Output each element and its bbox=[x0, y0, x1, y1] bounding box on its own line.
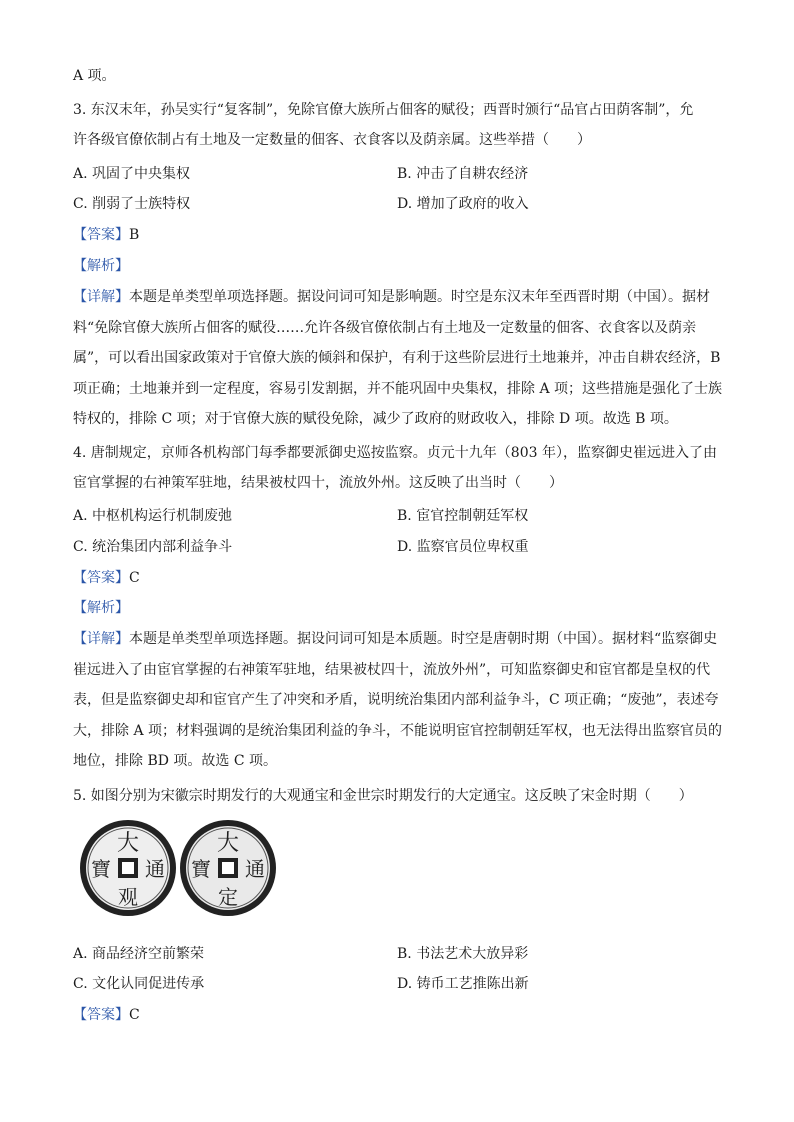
question-stem-line: 许各级官僚依制占有土地及一定数量的佃客、衣食客以及荫亲属。这些举措（ ） bbox=[73, 132, 591, 148]
coin-char-top: 大 bbox=[216, 831, 240, 856]
coin-char-left: 寶 bbox=[191, 857, 211, 881]
answer-line bbox=[73, 568, 140, 588]
option-a: A. 商品经济空前繁荣 bbox=[73, 946, 205, 962]
option-b: B. 书法艺术大放异彩 bbox=[397, 946, 529, 962]
option-a: A. 中枢机构运行机制废弛 bbox=[73, 508, 233, 524]
analysis-tag: 【解析】 bbox=[73, 600, 129, 616]
question-stem-line: 3. 东汉末年，孙吴实行“复客制”，免除官僚大族所占佃客的赋役；西晋时颁行“品官占田荫客制”，允 bbox=[73, 102, 694, 118]
analysis-tag: 【解析】 bbox=[73, 258, 129, 274]
question-stem-line: 5. 如图分别为宋徽宗时期发行的大观通宝和金世宗时期发行的大定通宝。这反映了宋金时期（ ） bbox=[73, 788, 693, 804]
detail-tag: 【详解】 bbox=[73, 289, 129, 305]
answer-tag: 【答案】 bbox=[73, 570, 129, 586]
option-d: D. 增加了政府的收入 bbox=[397, 196, 529, 212]
previous-answer-fragment: A 项。 bbox=[73, 68, 116, 84]
explanation-line: 属”，可以看出国家政策对于官僚大族的倾斜和保护，有利于这些阶层进行土地兼并，冲击自耕农经济，B bbox=[73, 350, 721, 367]
answer-line bbox=[73, 1005, 140, 1025]
option-c: C. 削弱了士族特权 bbox=[73, 196, 191, 212]
coin-char-bottom: 观 bbox=[118, 885, 138, 909]
explanation-line: 崔远进入了由宦官掌握的右神策军驻地，结果被杖四十，流放外州”，可知监察御史和宦官都是皇权的代 bbox=[73, 661, 711, 678]
option-b: B. 冲击了自耕农经济 bbox=[397, 166, 529, 182]
answer-value: C bbox=[129, 1007, 140, 1023]
option-c: C. 文化认同促进传承 bbox=[73, 976, 205, 992]
option-b: B. 宦官控制朝廷军权 bbox=[397, 508, 529, 524]
answer-value: C bbox=[129, 570, 140, 586]
explanation-line: 特权的，排除 C 项；对于官僚大族的赋役免除，减少了政府的财政收入，排除 D 项。故选 B 项。 bbox=[73, 411, 678, 428]
option-a: A. 巩固了中央集权 bbox=[73, 166, 191, 182]
explanation-line: 地位，排除 BD 项。故选 C 项。 bbox=[73, 753, 278, 770]
answer-value: B bbox=[129, 227, 140, 243]
coin-daguan-image bbox=[80, 820, 176, 916]
coin-char-right: 通 bbox=[245, 857, 265, 881]
detail-tag: 【详解】 bbox=[73, 631, 129, 647]
coin-char-bottom: 定 bbox=[218, 885, 238, 909]
detailed-explanation bbox=[73, 624, 723, 777]
option-c: C. 统治集团内部利益争斗 bbox=[73, 539, 233, 555]
coin-char-top: 大 bbox=[116, 831, 140, 856]
answer-tag: 【答案】 bbox=[73, 1007, 129, 1023]
coin-char-right: 通 bbox=[145, 857, 165, 881]
answer-line bbox=[73, 225, 139, 245]
option-d: D. 铸币工艺推陈出新 bbox=[397, 976, 529, 992]
coins-image bbox=[78, 812, 278, 924]
question-stem-line: 4. 唐制规定，京师各机构部门每季都要派御史巡按监察。贞元十九年（803 年），监察御史崔远进入了由 bbox=[73, 445, 717, 461]
explanation-line: 本题是单类型单项选择题。据设问词可知是本质题。时空是唐朝时期（中国）。据材料“监察御史 bbox=[129, 631, 718, 647]
explanation-line: 项正确；土地兼并到一定程度，容易引发割据，并不能巩固中央集权，排除 A 项；这些措施是强化了士族 bbox=[73, 380, 723, 397]
explanation-line: 大，排除 A 项；材料强调的是统治集团利益的争斗，不能说明宦官控制朝廷军权，也无法得出监察官员的 bbox=[73, 722, 723, 739]
coin-dading-image bbox=[180, 820, 276, 916]
explanation-line: 本题是单类型单项选择题。据设问词可知是影响题。时空是东汉末年至西晋时期（中国）。据材 bbox=[129, 289, 710, 305]
option-d: D. 监察官员位卑权重 bbox=[397, 539, 529, 555]
detailed-explanation bbox=[73, 282, 723, 435]
explanation-line: 表，但是监察御史却和宦官产生了冲突和矛盾，说明统治集团内部利益争斗，C 项正确；“废弛”，表述夸 bbox=[73, 692, 719, 709]
answer-tag: 【答案】 bbox=[73, 227, 129, 243]
explanation-line: 料“免除官僚大族所占佃客的赋役……允许各级官僚依制占有土地及一定数量的佃客、衣食客以及荫亲 bbox=[73, 319, 697, 336]
question-stem-line: 宦官掌握的右神策军驻地，结果被杖四十，流放外州。这反映了出当时（ ） bbox=[73, 475, 563, 491]
coin-char-left: 寶 bbox=[91, 857, 111, 881]
